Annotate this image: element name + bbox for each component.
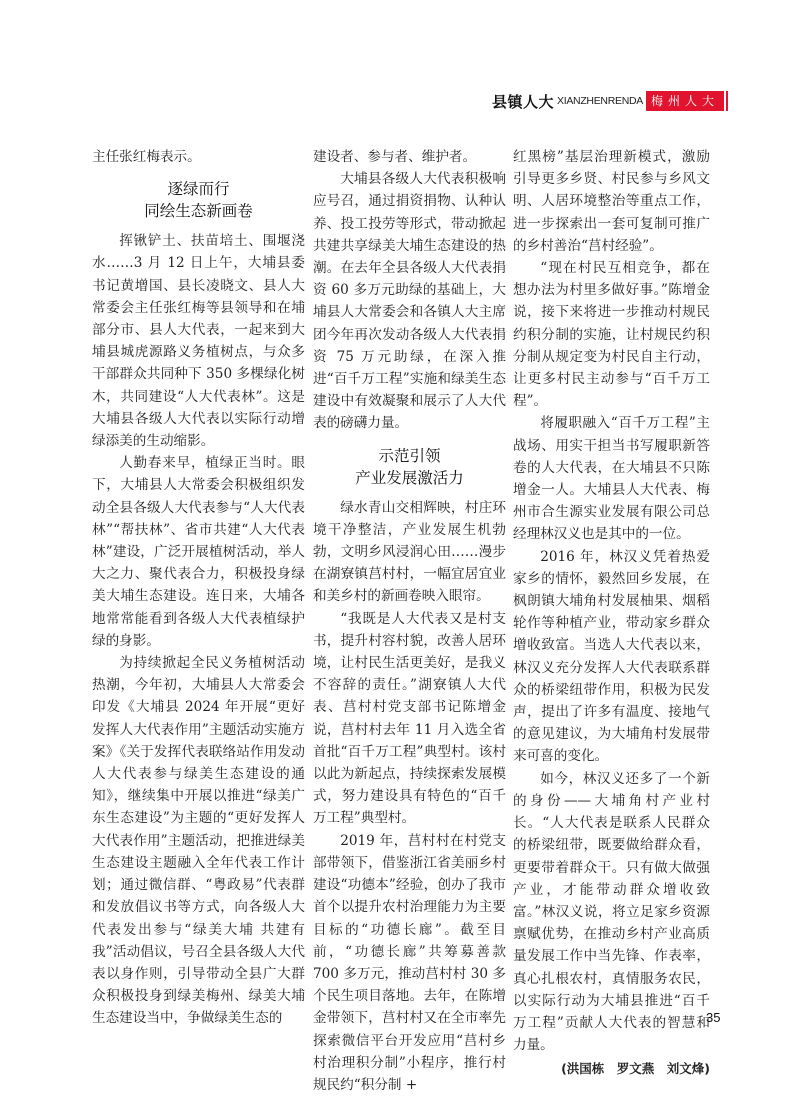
paragraph: “现在村民互相竞争，都在想办法为村里多做好事。”陈增金说，接下来将进一步推动村规民约积分制的实施，让村规民约积分制从规定变为村民自主行动，让更多村民主动参与“百千万工程”。 — [513, 260, 710, 410]
paragraph: 如今，林汉义还多了一个新的身份——大埔角村产业村长。“人大代表是联系人民群众的桥梁纽带，既要做给群众看，更要带着群众干。只有做大做强产业，才能带动群众增收致富。”林汉义说，将立足家乡资源禀赋优势，在推动乡村产业高质量发展工作中当先锋、作表率，真心扎根农村，真情服务农民，以实际行动为大埔县推进“百千万工程”贡献人大代表的智慧和力量。 — [513, 770, 710, 1054]
author-byline: (洪国栋 罗文燕 刘文烽) — [561, 1061, 710, 1077]
paragraph: 绿水青山交相辉映，村庄环境干净整洁，产业发展生机勃勃，文明乡风浸润心田……漫步在湖寮镇莒村村，一幅宜居宜业和美乡村的新画卷映入眼帘。 — [313, 499, 506, 605]
section-heading-line: 示范引领 — [378, 446, 441, 465]
article-column-1 — [92, 146, 305, 1030]
paragraph: 人勤春来早，植绿正当时。眼下，大埔县人大常委会积极组织发动全县各级人大代表参与“人大代表林”“帮扶林”、省市共建“人大代表林”建设，广泛开展植树活动，举人大之力、聚代表合力，积极投身绿美大埔生态建设。连日来，大埔各地常常能看到各级人大代表植绿护绿的身影。 — [92, 455, 305, 649]
section-title: 县镇人大 — [492, 92, 555, 111]
magazine-logo: 梅州人大 — [646, 91, 724, 111]
section-heading-line: 同绘生态新画卷 — [144, 202, 253, 221]
paragraph: 红黑榜”基层治理新模式，激励引导更多乡贤、村民参与乡风文明、人居环境整治等重点工作，进一步探索出一套可复制可推广的乡村善治“莒村经验”。 — [513, 149, 710, 254]
paragraph: 主任张红梅表示。 — [92, 149, 201, 165]
accent-bar — [726, 91, 728, 111]
section-heading-line: 逐绿而行 — [167, 180, 230, 199]
paragraph: “我既是人大代表又是村支书，提升村容村貌，改善人居环境，让村民生活更美好，是我义不容辞的责任。”湖寮镇人大代表、莒村村党支部书记陈增金说，莒村村去年 11 月入选全省首批“百千万工程”典型村。该村以此为新起点，持续探索发展模式，努力建设具有特色的“百千万工程”典型村。 — [313, 610, 506, 827]
paragraph: 大埔县各级人大代表积极响应号召，通过捐资捐物、认种认养、投工投劳等形式，带动掀起共建共享绿美大埔生态建设的热潮。在去年全县各级人大代表捐资 60 多万元助绿的基础上，大埔县人大常委会和各镇人大主席团今年再次发动各级人大代表捐资 75 万元助绿，在深入推进“百千万工程”实施和绿美生态建设中有效凝聚和展示了人大代表的磅礴力量。 — [313, 171, 506, 432]
paragraph: 将履职融入“百千万工程”主战场、用实干担当书写履职新答卷的人大代表，在大埔县不只陈增金一人。大埔县人大代表、梅州市合生源实业发展有限公司总经理林汉义也是其中的一位。 — [513, 415, 710, 543]
running-header — [492, 90, 728, 112]
paragraph: 2019 年，莒村村在村党支部带领下，借鉴浙江省美丽乡村建设“功德本”经验，创办了我市首个以提升农村治理能力为主要目标的“功德长廊”。截至目前，“功德长廊”共筹募善款 700 多万元，推动莒村村 30 多个民生项目落地。去年，在陈增金带领下，莒村村又在全市率先探索微信平台开发应用“莒村乡村治理积分制”小程序，推行村规民约“积分制 + — [313, 832, 506, 1093]
article-column-2 — [313, 146, 506, 1096]
paragraph: 挥锹铲土、扶苗培土、围堰浇水……3 月 12 日上午，大埔县委书记黄增国、县长凌晓文、县人大常委会主任张红梅等县领导和在埔部分市、县人大代表，一起来到大埔县城虎源路义务植树点，与众多干部群众共同种下 350 多棵绿化树木，共同建设“人大代表林”。这是大埔县各级人大代表以实际行动增绿添美的生动缩影。 — [92, 233, 305, 450]
section-pinyin: XIANZHENRENDA — [557, 95, 643, 107]
paragraph: 为持续掀起全民义务植树活动热潮，今年初，大埔县人大常委会印发《大埔县 2024 年开展“更好发挥人大代表作用”主题活动实施方案》《关于发挥代表联络站作用发动人大代表参与绿美生态建设的通知》，继续集中开展以推进“绿美广东生态建设”为主题的“更好发挥人大代表作用”主题活动，把推进绿美生态建设主题融入全年代表工作计划；通过微信群、“粤政易”代表群和发放倡议书等方式，向各级人大代表发出参与“绿美大埔 共建有我”活动倡议，号召全县各级人大代表以身作则，引导带动全县广大群众积极投身到绿美梅州、绿美大埔生态建设当中，争做绿美生态的 — [92, 655, 305, 1027]
page-number: 35 — [706, 1010, 721, 1025]
section-heading-line: 产业发展激活力 — [355, 468, 464, 487]
paragraph: 2016 年，林汉义凭着热爱家乡的情怀，毅然回乡发展，在枫朗镇大埔角村发展柚果、烟稻轮作等种植产业，带动家乡群众增收致富。当选人大代表以来，林汉义充分发挥人大代表联系群众的桥梁纽带作用，积极为民发声，提出了许多有温度、接地气的意见建议，为大埔角村发展带来可喜的变化。 — [513, 548, 710, 765]
paragraph: 建设者、参与者、维护者。 — [313, 149, 477, 165]
article-column-3 — [513, 146, 710, 1081]
